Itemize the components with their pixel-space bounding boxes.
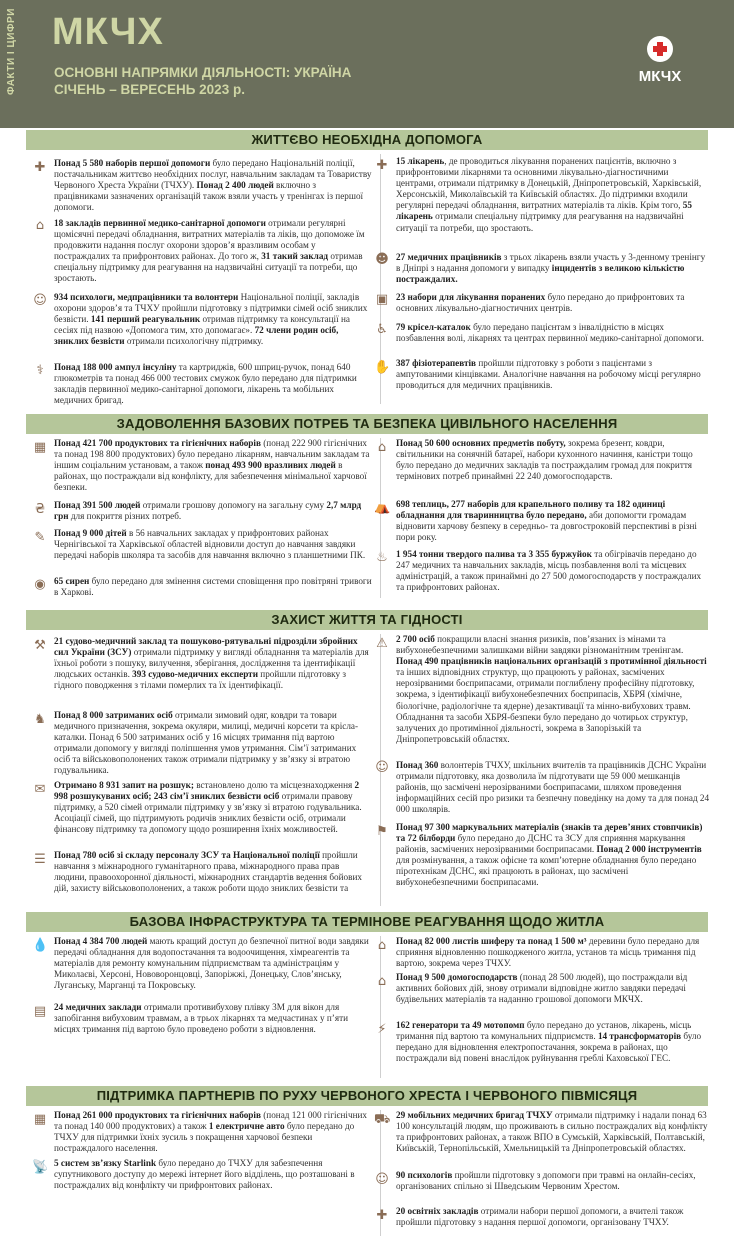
s2-item-cash: Понад 391 500 людей отримали грошову допомогу на загальну суму 2,7 млрд грн для покриття різних потреб. <box>54 500 362 522</box>
marking-signs-icon: ⚑ <box>376 824 388 839</box>
s5-item-psychologists: 90 психологів пройшли підготовку з допомоги при травмі на онлайн-сесіях, організованих спільно зі Шведським Червоним Хрестом. <box>396 1170 696 1192</box>
s4-item-households: Понад 9 500 домогосподарств (понад 28 500 людей), що постраждали від активних бойових дій, знову отримали відповідне житло завдяки передачі будівельних матеріалів та наданню грошової допомоги МКЧХ. <box>396 972 688 1005</box>
s1-item-physio: 387 фізіотерапевтів пройшли підготовку з роботи з пацієнтами з ампутованими кінцівками. Аналогічне навчання на робочому місці регулярно проводиться для медичних працівників. <box>396 358 701 391</box>
household-items-icon: ⌂ <box>377 440 387 455</box>
food-box-icon: ▦ <box>33 1112 47 1127</box>
s1-item-medics: 27 медичних працівників з трьох лікарень взяли участь у 3-денному тренінгу в Дніпрі з надання допомоги у випадку інцидентів з великою кількістю постраждалих. <box>396 252 706 285</box>
page-title: МКЧХ <box>52 11 164 53</box>
section-title-partners: ПІДТРИМКА ПАРТНЕРІВ ПО РУХУ ЧЕРВОНОГО ХРЕСТА І ЧЕРВОНОГО ПІВМІСЯЦЯ <box>26 1086 708 1106</box>
column-divider <box>380 936 381 1078</box>
s2-item-sirens: 65 сирен було передано для змінення системи сповіщення про повітряні тривоги в Харкові. <box>54 576 372 598</box>
s3-item-marking: Понад 97 300 маркувальних матеріалів (знаків та дерев’яних стовпчиків) та 72 білборди було передано до ДСНС та ЗСУ для сприяння маркування районів, засмічених нерозірваними боєприпасами. Понад 2 000 інструментів для розмінування, а також офісне та комп’ютерне обладнання було передано піротехнікам ДСНС, які працюють в районах, що засмічені вибухонебезпечними боєприпасами. <box>396 822 703 888</box>
mine-risk-icon: ⚠ <box>376 636 388 651</box>
greenhouse-icon: ⛺ <box>374 500 391 515</box>
s2-item-food-kits: Понад 421 700 продуктових та гігієнічних наборів (понад 222 900 гігієнічних та понад 198 800 продуктових) було передано лікарням, навчальним закладам та іншим соціальним установам, а також понад 493 900 вразливих людей в районах, що постраждали від конфлікту, для забезпечення мінімальної харчової безпеки. <box>54 438 370 493</box>
s2-item-fuel: 1 954 тонни твердого палива та 3 355 буржуйок та обігрівачів передано до 247 медичних та навчальних закладів, місць позбавлення волі та місцевих адміністрацій, а також принаймні до 27 500 домогосподарств у постраждалих та прифронтових районах. <box>396 549 702 593</box>
s4-item-water: Понад 4 384 700 людей мають кращий доступ до безпечної питної води завдяки передачі обладнання для водопостачання та водоочищення, хімреагентів та матеріалів для ремонту комунальним підприємствам та адміністраціям у Миколаєві, Херсоні, Нововоронцовці, Запоріжжі, Донецьку, Слов’янську, Луганську, Марганці та Покровську. <box>54 936 369 991</box>
s1-item-primary-care: 18 закладів первинної медико-санітарної допомоги отримали регулярні щомісячні передачі обладнання, витратних матеріалів та ліків, що допоможе їм продовжити надання послуг охорони здоров’я вразливим особам у постраждалих та прифронтових районах. До того ж, 31 такий заклад отримав спеціальну підтримку для реагування на надзвичайні ситуації та потреби, що зростають. <box>54 218 365 284</box>
s3-item-forensic: 21 судово-медичний заклад та пошуково-рятувальні підрозділи збройних сил України (ЗСУ) отримали підтримку у вигляді обладнання та матеріалів для їхньої роботи з пошуку, вилучення, зберігання, дослідження та ідентифікації людських останків. 393 судово-медичних експерти пройшли підготовку з гідного поводження з тілами померлих та їх ідентифікації. <box>54 636 369 691</box>
s3-item-tracing: Отримано 8 931 запит на розшук; встановлено долю та місцезнаходження 2 998 розшукуваних осіб; 243 сім’ї зниклих безвісти осіб отримали правову підтримку, а 520 сімей отримали підтримку у зв’язку зі втратою годувальника. Асоціації сімей, що підтримують родичів зниклих безвісти осіб, отримали фінансову підтримку та допомогу щодо розширення їхніх можливостей. <box>54 780 362 835</box>
people-icon: ☺ <box>33 293 47 308</box>
s5-item-mobile-teams: 29 мобільних медичних бригад ТЧХУ отримали підтримку і надали понад 63 100 консультацій людям, що проживають в сильно постраждалих від конфлікту та прифронтових районах, а також ВПО в Сумській, Харківській, Полтавській, Київській, Тернопільській, Хмельницькій та Дніпропетровській областях. <box>396 1110 708 1154</box>
s5-item-schools: 20 освітніх закладів отримали набори першої допомоги, а вчителі також пройшли підготовку з надання першої допомоги, організовану ТЧХУ. <box>396 1206 684 1228</box>
money-bag-icon: ₴ <box>34 502 46 517</box>
s3-item-volunteers: Понад 360 волонтерів ТЧХУ, шкільних вчителів та працівників ДСНС України отримали підготовку, яка дозволила їм підготувати ще 59 000 мешканців районів, що засмічені нерозірваними боєприпасами, шляхом проведення інформаційних сесій про ризики та безпечну поведінку на дому та для понад 24 000 школярів. <box>396 760 710 815</box>
s3-item-detainees: Понад 8 000 затриманих осіб отримали зимовий одяг, ковдри та товари медичного призначення, зокрема окуляри, милиці, медичні корсети та крісла-каталки. Понад 6 500 затриманих осіб у 16 місцях тримання під вартою отримали допомогу у вигляді поліпшення умов утримання. Сім’ї затриманих осіб та військовополонених також отримали підтримку у зв’язку зі втратою годувальника. <box>54 710 359 776</box>
s4-item-medical-facilities: 24 медичних заклади отримали противибухову плівку 3М для вікон для запобігання вибуховим травмам, а в трьох лікарнях та медчастинах у п’яти місцях тримання під вартою було проведено роботи з відновлення. <box>54 1002 349 1035</box>
s2-item-children: Понад 9 000 дітей в 56 навчальних закладах у прифронтових районах Чернігівської та Харківської областей відновили доступ до навчання завдяки передачі наборів школяра та засобів для навчання включно з планшетними ПК. <box>54 528 366 561</box>
food-box-icon: ▦ <box>33 440 47 455</box>
s1-item-first-aid: Понад 5 580 наборів першої допомоги було передано Національній поліції, постачальникам життєво необхідних послуг, навчальним закладам та Товариству Червоного Хреста України (ТЧХУ). Понад 2 400 людей включно з працівниками зазначених організацій також взяли участь у тренінгах із першої допомоги. <box>54 158 372 213</box>
section-title-lifesaving: ЖИТТЄВО НЕОБХІДНА ДОПОМОГА <box>26 130 708 150</box>
volunteers-icon: ☺ <box>375 760 389 775</box>
house-icon: ⌂ <box>377 974 387 989</box>
psychologist-icon: ☺ <box>375 1172 389 1187</box>
s1-item-insulin: Понад 188 000 ампул інсуліну та картриджів, 600 шприц-ручок, понад 640 глюкометрів та понад 466 000 тестових смужок було передано для підтримки закладів первинної медико-санітарної допомоги, лікарень та мобільних медичних бригад. <box>54 362 357 406</box>
s4-item-generators: 162 генератори та 49 мотопомп було передано до установ, лікарень, місць тримання під вартою та комунальних підприємств. 14 трансформаторів було передано для відновлення електропостачання, зокрема в районах, що постраждали від повені внаслідок руйнування греблі Каховської ГЕС. <box>396 1020 702 1064</box>
section-title-protection: ЗАХИСТ ЖИТТЯ ТА ГІДНОСТІ <box>26 610 708 630</box>
section-title-basic-needs: ЗАДОВОЛЕННЯ БАЗОВИХ ПОТРЕБ ТА БЕЗПЕКА ЦИВІЛЬНОГО НАСЕЛЕННЯ <box>26 414 708 434</box>
header <box>0 0 734 128</box>
s5-item-starlink: 5 систем зв’язку Starlink було передано до ТЧХУ для забезпечення супутникового доступу до мережі інтернет його відділень, що розташовані в постраждалих від конфлікту чи прифронтових районах. <box>54 1158 355 1191</box>
red-cross-bar <box>653 46 667 52</box>
clothing-icon: ♞ <box>34 712 46 727</box>
side-label: ФАКТИ І ЦИФРИ <box>6 8 17 95</box>
icrc-logo <box>630 36 690 92</box>
window-film-icon: ▤ <box>33 1004 47 1019</box>
roofing-icon: ⌂ <box>377 938 387 953</box>
s1-item-hospitals: 15 лікарень, де проводиться лікування поранених пацієнтів, включно з прифронтовими лікарнями та основними лікувально-діагностичними центрами, отримали підтримку в Донецькій, Дніпропетровській, Харківській, Херсонській, Миколаївській та Київській областях. До підтримки входили регулярні передачі обладнання, витратних матеріалів та ліків. Крім того, 55 лікарень отримали спеціальну підтримку для реагування на надзвичайні ситуації та потреби, що зростають. <box>396 156 702 233</box>
page-subtitle <box>54 64 351 98</box>
insulin-icon: ⚕ <box>36 363 44 378</box>
first-aid-kit-icon: ✚ <box>34 160 46 175</box>
forensic-icon: ⚒ <box>34 638 46 653</box>
training-icon: ☰ <box>34 852 46 867</box>
hospital-icon: ✚ <box>376 158 388 173</box>
s3-item-ihl-training: Понад 780 осіб зі складу персоналу ЗСУ та Національної поліції пройшли навчання з міжнародного гуманітарного права, міжнародного права прав людини, правоохоронної діяльності, міжнародних стандартів ведення бойових дій, захисту військовополонених, а також роботи щодо зниклих безвісти та <box>54 850 362 894</box>
s3-item-mine-risk: 2 700 осіб покращили власні знання ризиків, пов’язаних із мінами та вибухонебезпечними залишками війни завдяки різноманітним тренінгам. Понад 490 працівників національних організацій з протимінної діяльності та інших відповідних структур, що працюють у районах, засмічених нерозірваними боєприпасами, отримали поглиблену професійну підготовку, зокрема, з ідентифікації вибухонебезпечних боєприпасів, ХБРЯ (хімічне, біологічне, радіологічне та ядерне) дезактивації та мінно-вибухових травм. Обладнання та засоби ХБРЯ-безпеки було передано до чотирьох структур, залучених до протимінної діяльності, зокрема в Запорізькій та Дніпропетровській областях. <box>396 634 707 744</box>
s1-item-psychologists: 934 психологи, медпрацівники та волонтери Національної поліції, закладів охорони здоров’я та ТЧХУ пройшли підготовку з підтримки сімей осіб зниклих безвісти. 141 перший реагувальник отримав підтримку та консультації на сесіях під назвою «Допомога тим, хто допомагає». 72 члени родин осіб, зниклих безвісти отримали психологічну підтримку. <box>54 292 368 347</box>
section-title-infrastructure: БАЗОВА ІНФРАСТРУКТУРА ТА ТЕРМІНОВЕ РЕАГУВАННЯ ЩОДО ЖИТЛА <box>26 912 708 932</box>
generator-icon: ⚡ <box>377 1022 387 1037</box>
medic-icon: ☻ <box>375 252 389 267</box>
s2-item-household: Понад 50 600 основних предметів побуту, зокрема брезент, ковдри, світильники на сонячній батареї, набори кухонного начиння, каністри тощо було передано до медичних закладів та постраждалим громад для покриття термінових потреб принаймні 22 240 домогосподарств. <box>396 438 693 482</box>
physio-icon: ✋ <box>374 360 391 375</box>
siren-icon: ◉ <box>34 577 46 592</box>
water-icon: 💧 <box>32 938 49 953</box>
ambulance-icon: ⛟ <box>374 1112 391 1127</box>
s5-item-food-kits: Понад 261 000 продуктових та гігієнічних наборів (понад 121 000 гігієнічних та понад 140 000 продуктових) а також 1 електричне авто було передано до ТЧХУ для підтримки їхніх зусиль з покращення харчової безпеки постраждалого населення. <box>54 1110 368 1154</box>
logo-text: МКЧХ <box>638 68 682 85</box>
search-request-icon: ✉ <box>34 782 46 797</box>
subtitle-line-1: ОСНОВНІ НАПРЯМКИ ДІЯЛЬНОСТІ: УКРАЇНА <box>54 65 352 80</box>
subtitle-line-2: СІЧЕНЬ – ВЕРЕСЕНЬ 2023 р. <box>54 82 245 97</box>
first-aid-kit-icon: ✚ <box>376 1208 388 1223</box>
column-divider <box>380 438 381 598</box>
s4-item-roofing: Понад 82 000 листів шиферу та понад 1 500 м³ деревини було передано для сприяння відновленню пошкодженого житла, установ та місць тримання під вартою, зокрема через ТЧХУ. <box>396 936 700 969</box>
clinic-icon: ⌂ <box>35 218 45 233</box>
s1-item-wheelchairs: 79 крісел-каталок було передано пацієнтам з інвалідністю в місцях позбавлення волі, лікарнях та центрах первинної медико-санітарної допомоги. <box>396 322 704 344</box>
stove-icon: ♨ <box>376 550 388 565</box>
wheelchair-icon: ♿ <box>376 322 388 337</box>
wound-kit-icon: ▣ <box>375 292 389 307</box>
school-icon: ✎ <box>34 530 46 545</box>
satellite-icon: 📡 <box>32 1160 49 1175</box>
s2-item-greenhouses: 698 теплиць, 277 наборів для крапельного поливу та 182 одиниці обладнання для тваринництва було передано, аби допомогти громадам відновити харчову безпеку в середньо- та довгостроковій перспективі в різні пори року. <box>396 499 697 543</box>
s1-item-wound-kits: 23 набори для лікування поранених було передано до прифронтових та основних лікувально-діагностичних центрів. <box>396 292 685 314</box>
